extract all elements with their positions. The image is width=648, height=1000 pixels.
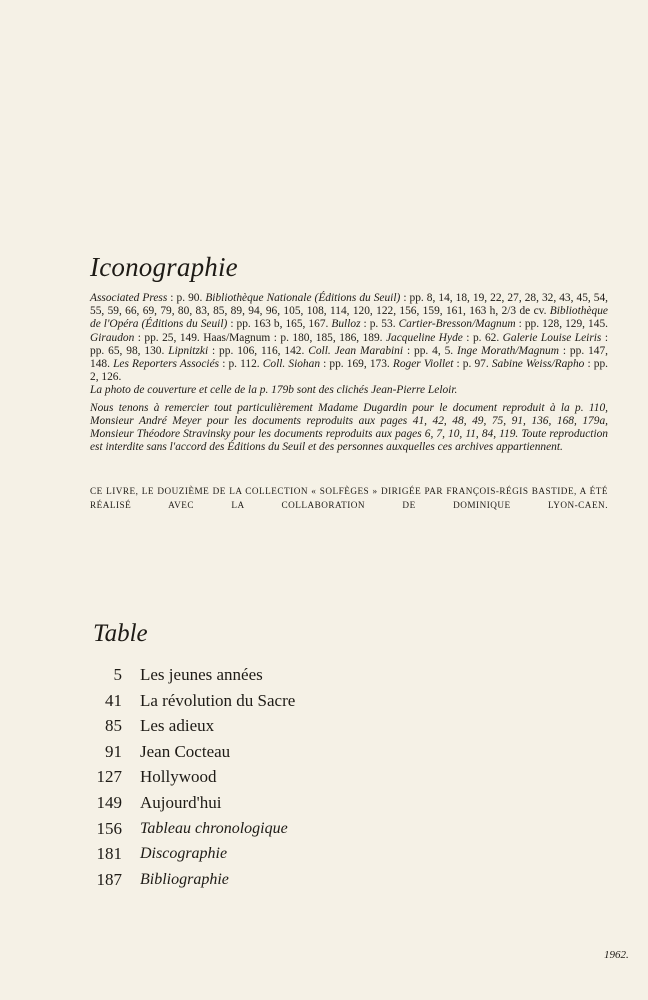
- credit-source: Sabine Weiss/Rapho: [491, 358, 585, 371]
- toc-page-number: 149: [96, 792, 122, 812]
- toc-entry: [80, 867, 400, 893]
- toc-page-number: 85: [105, 716, 122, 736]
- credit-pages: : pp. 128, 129, 145.: [515, 318, 608, 331]
- toc-chapter-title: Hollywood: [140, 767, 217, 787]
- credit-source: Bulloz: [331, 318, 361, 331]
- toc-entry: [80, 713, 400, 739]
- credit-pages: : p. 97.: [453, 358, 492, 371]
- credit-source: Associated Press: [90, 292, 168, 304]
- acknowledgements: Nous tenons à remercier tout particulièrement Madame Dugardin pour le document reproduit à la p. 110, Monsieur André Meyer pour les documents reproduits aux pages 41, 42, 48, 49, 75, 91, 136, 168, 179a, Monsieur Théodore Stravinsky pour les documents reproduits aux pages 6, 7, 10, 11, 84, 119. Toute reproduction est interdite sans l'accord des Éditions du Seuil et des personnes auxquelles ces archives appartiennent.: [90, 401, 608, 454]
- toc-chapter-title: Tableau chronologique: [140, 819, 288, 837]
- toc-entry: [80, 764, 400, 790]
- credit-source: Lipnitzki: [168, 344, 209, 357]
- toc-page-number: 181: [96, 844, 122, 864]
- toc-page-number: 41: [105, 690, 122, 710]
- credit-pages: : pp. 4, 5.: [403, 344, 458, 357]
- credit-source: Coll. Jean Marabini: [308, 344, 404, 357]
- credit-source: Bibliothèque de l'Opéra (Éditions du Seuil): [90, 305, 608, 331]
- credit-pages: : pp. 2, 126.: [90, 358, 609, 384]
- credit-source: Cartier-Bresson/Magnum: [398, 318, 516, 331]
- toc-chapter-title: Les jeunes années: [140, 665, 263, 684]
- credit-source: Coll. Siohan: [262, 358, 321, 371]
- credit-source: Les Reporters Associés: [113, 358, 220, 371]
- toc-entry: [80, 688, 400, 714]
- credit-pages: : pp. 8, 14, 18, 19, 22, 27, 28, 32, 43, 45, 54, 55, 59, 66, 69, 79, 80, 83, 85, 89, 94, 96, 105, 108, 114, 120, 122, 156, 159, 161, 163 h, 2/3 de cv.: [90, 292, 608, 318]
- credit-source: Inge Morath/Magnum: [457, 344, 559, 357]
- toc-chapter-title: Aujourd'hui: [140, 792, 222, 812]
- credit-source: Galerie Louise Leiris: [502, 331, 602, 344]
- toc-page-number: 5: [113, 665, 122, 684]
- credit-source: Bibliothèque Nationale (Éditions du Seuil): [205, 292, 401, 304]
- publication-year: 1962.: [604, 949, 629, 961]
- toc-chapter-title: Discographie: [140, 845, 228, 863]
- toc-page-number: 91: [105, 741, 122, 761]
- toc-entry: [80, 739, 400, 765]
- credits-list: [90, 292, 608, 384]
- photo-credits: [90, 292, 608, 454]
- credit-pages: : p. 62.: [462, 331, 503, 344]
- toc-entry: [80, 816, 400, 842]
- toc-entry: [80, 790, 400, 816]
- toc-chapter-title: Jean Cocteau: [140, 741, 231, 761]
- credit-pages: : pp. 25, 149. Haas/Magnum : p. 180, 185, 186, 189.: [134, 331, 386, 344]
- credit-pages: : p. 90.: [167, 292, 206, 304]
- colophon: CE LIVRE, LE DOUZIÈME DE LA COLLECTION « SOLFÈGES » DIRIGÉE PAR FRANÇOIS-RÉGIS BASTIDE, A ÉTÉ RÉALISÉ AVEC LA COLLABORATION DE DOMINIQUE LYON-CAEN.: [90, 486, 608, 510]
- credit-pages: : pp. 106, 116, 142.: [208, 344, 309, 357]
- toc-page-number: 156: [96, 818, 122, 838]
- credit-pages: : pp. 65, 98, 130.: [90, 331, 608, 357]
- toc-entry: [80, 662, 400, 688]
- table-heading: Table: [93, 620, 148, 647]
- credit-source: Roger Viollet: [392, 358, 454, 371]
- credit-pages: : p. 53.: [360, 318, 399, 331]
- credit-pages: : p. 112.: [219, 358, 263, 371]
- toc-chapter-title: Bibliographie: [140, 870, 229, 888]
- table-of-contents: [80, 662, 400, 892]
- toc-entry: [80, 841, 400, 867]
- toc-chapter-title: La révolution du Sacre: [140, 690, 296, 710]
- toc-chapter-title: Les adieux: [140, 716, 215, 736]
- credit-pages: : pp. 163 b, 165, 167.: [227, 318, 332, 331]
- credit-pages: : pp. 147, 148.: [90, 344, 609, 371]
- toc-page-number: 187: [96, 869, 122, 889]
- toc-page-number: 127: [96, 767, 122, 787]
- credit-source: Jacqueline Hyde: [386, 331, 463, 344]
- cover-photo-note: La photo de couverture et celle de la p. 179b sont des clichés Jean-Pierre Leloir.: [90, 384, 458, 397]
- credit-source: Giraudon: [90, 331, 135, 344]
- credit-pages: : pp. 169, 173.: [320, 358, 393, 371]
- iconographie-heading: Iconographie: [90, 252, 238, 282]
